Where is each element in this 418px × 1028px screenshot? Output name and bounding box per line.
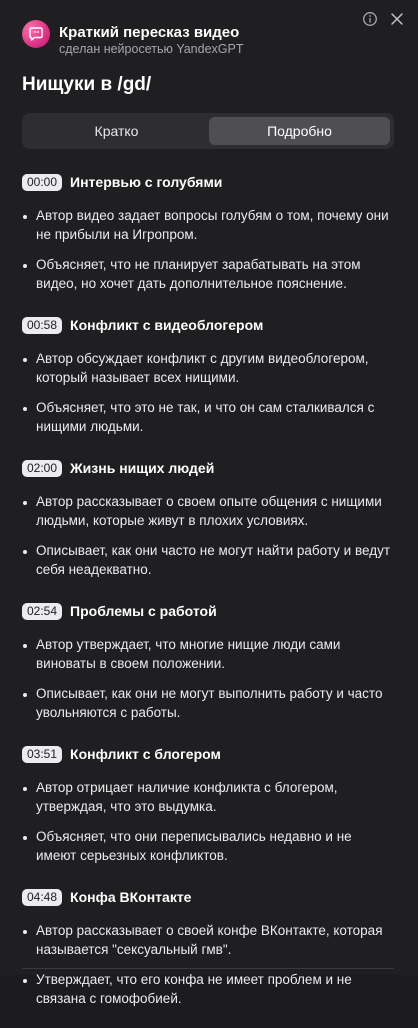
summary-section — [22, 170, 394, 293]
bullet-item: Автор рассказывает о своем опыте общения с нищими людьми, которые живут в плохих условиях. — [22, 493, 394, 530]
bullet-list — [22, 350, 394, 436]
tab-detailed[interactable]: Подробно — [209, 117, 390, 145]
bullet-list — [22, 922, 394, 1008]
video-title: Нищуки в /gd/ — [22, 74, 152, 95]
section-title: Конфликт с видеоблогером — [70, 317, 264, 333]
section-title: Конфликт с блогером — [70, 746, 221, 762]
bullet-list — [22, 207, 394, 293]
divider — [22, 968, 394, 969]
timestamp-badge[interactable]: 03:51 — [22, 746, 62, 763]
section-header — [22, 599, 394, 623]
bullet-item: Автор видео задает вопросы голубям о том, почему они не прибыли на Игропром. — [22, 207, 394, 244]
summary-section — [22, 885, 394, 1008]
section-title: Конфа ВКонтакте — [70, 889, 192, 905]
bullet-list — [22, 779, 394, 865]
bullet-item: Объясняет, что не планирует зарабатывать на этом видео, но хочет дать дополнительное пояснение. — [22, 256, 394, 293]
bullet-list — [22, 636, 394, 722]
timestamp-badge[interactable]: 02:00 — [22, 460, 62, 477]
svg-text:": " — [33, 29, 37, 38]
timestamp-badge[interactable]: 04:48 — [22, 889, 62, 906]
section-title: Жизнь нищих людей — [70, 460, 215, 476]
app-subtitle: сделан нейросетью YandexGPT — [59, 42, 244, 56]
tab-brief[interactable]: Кратко — [94, 123, 139, 139]
timestamp-badge[interactable]: 02:54 — [22, 603, 62, 620]
section-title: Интервью с голубями — [70, 174, 223, 190]
section-header — [22, 170, 394, 194]
bullet-item: Описывает, как они не могут выполнить работу и часто увольняются с работы. — [22, 685, 394, 722]
summary-section — [22, 456, 394, 579]
panel-header — [0, 0, 418, 66]
info-icon[interactable] — [362, 11, 378, 27]
svg-text:": " — [36, 29, 40, 38]
bullet-item: Объясняет, что они переписывались недавно и не имеют серьезных конфликтов. — [22, 828, 394, 865]
chat-summary-icon — [22, 20, 50, 48]
timestamp-badge[interactable]: 00:58 — [22, 317, 62, 334]
summary-sections — [0, 170, 418, 1028]
bullet-item: Автор рассказывает о своей конфе ВКонтакте, которая называется "сексуальный гмв". — [22, 922, 394, 959]
summary-section — [22, 599, 394, 722]
bullet-item: Автор отрицает наличие конфликта с блогером, утверждая, что это выдумка. — [22, 779, 394, 816]
bullet-item: Объясняет, что это не так, и что он сам сталкивался с нищими людьми. — [22, 399, 394, 436]
section-header — [22, 742, 394, 766]
section-header — [22, 456, 394, 480]
section-header — [22, 313, 394, 337]
section-title: Проблемы с работой — [70, 603, 217, 619]
close-icon[interactable] — [389, 11, 405, 27]
bullet-item: Утверждает, что его конфа не имеет проблем и не связана с гомофобией. — [22, 971, 394, 1008]
bullet-item: Автор утверждает, что многие нищие люди сами виноваты в своем положении. — [22, 636, 394, 673]
bullet-item: Автор обсуждает конфликт с другим видеоблогером, который называет всех нищими. — [22, 350, 394, 387]
summary-section — [22, 313, 394, 436]
summary-mode-toggle — [22, 113, 394, 149]
summary-section — [22, 742, 394, 865]
bullet-item: Описывает, как они часто не могут найти работу и ведут себя неадекватно. — [22, 542, 394, 579]
chat-bubble-icon — [28, 26, 44, 42]
app-title: Краткий пересказ видео — [59, 24, 240, 41]
section-header — [22, 885, 394, 909]
timestamp-badge[interactable]: 00:00 — [22, 174, 62, 191]
bullet-list — [22, 493, 394, 579]
